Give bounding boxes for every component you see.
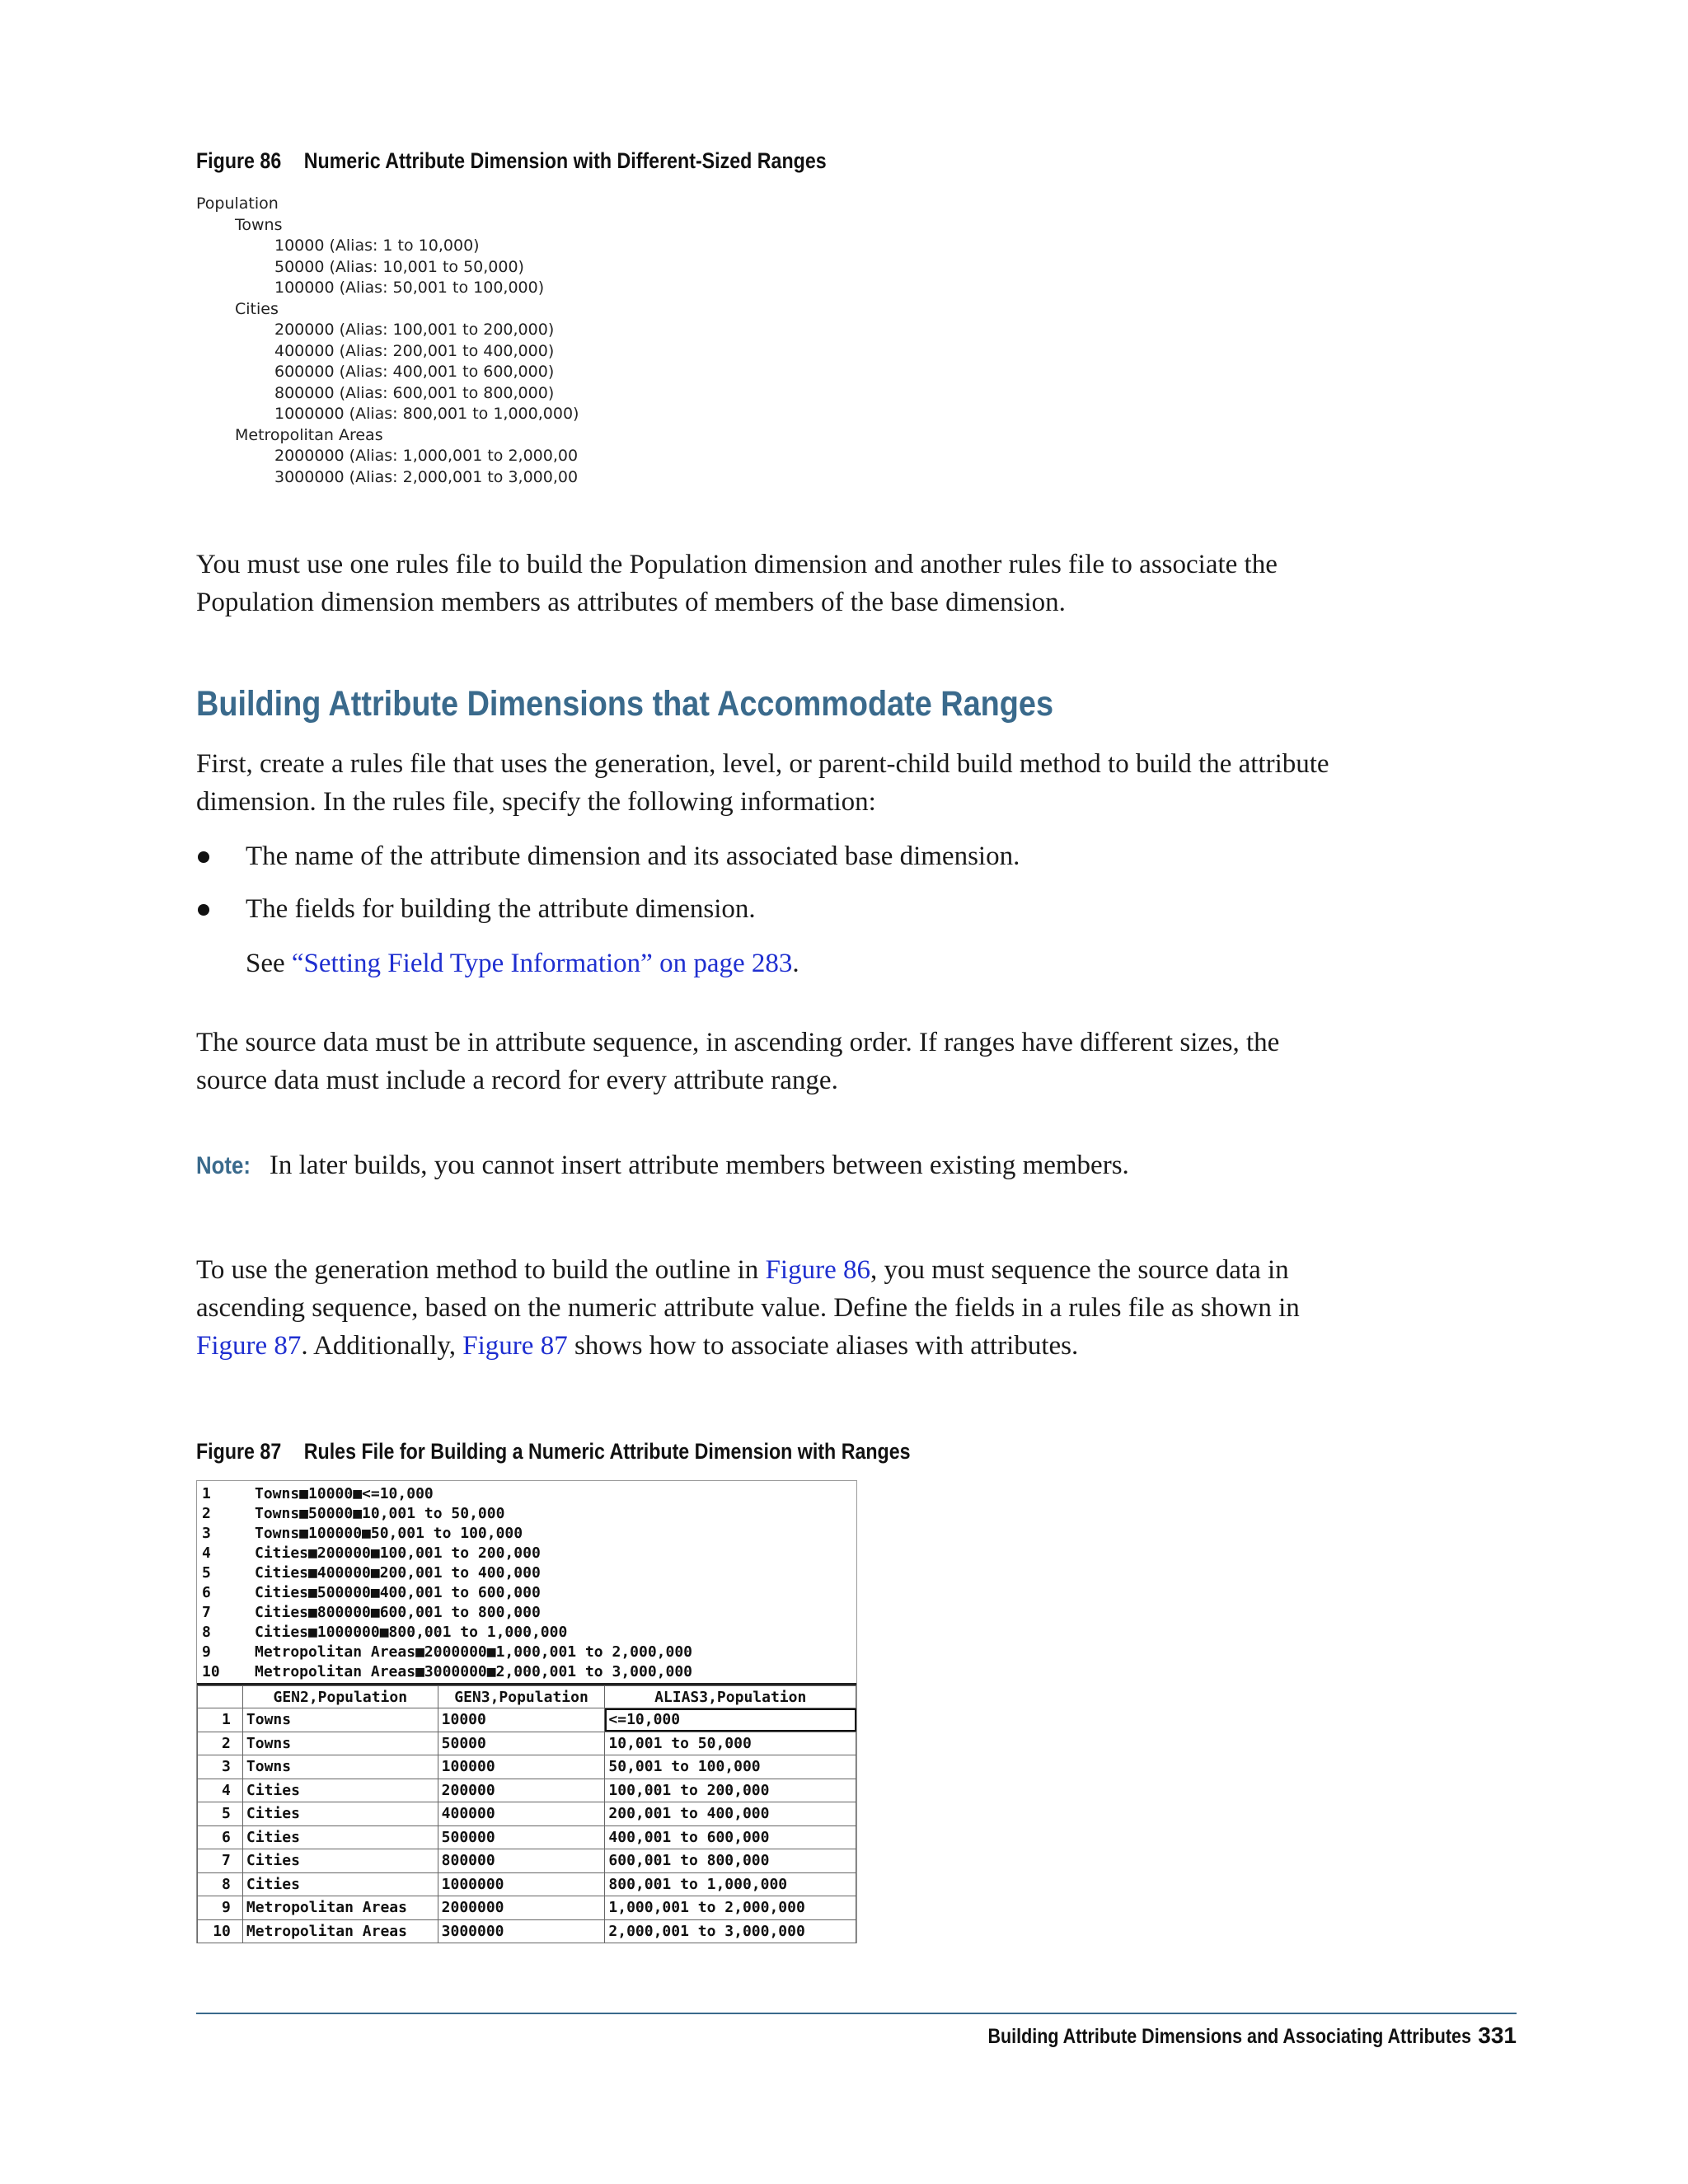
- table-header-row: [198, 1686, 856, 1708]
- line-number: 8: [202, 1624, 211, 1641]
- outline-parent-member: Cities: [235, 299, 279, 318]
- table-cell[interactable]: Cities: [242, 1779, 438, 1802]
- row-number-cell[interactable]: 5: [198, 1802, 243, 1826]
- table-row: [198, 1896, 856, 1920]
- table-cell[interactable]: 400,001 to 600,000: [605, 1825, 856, 1849]
- row-number-cell[interactable]: 8: [198, 1872, 243, 1896]
- outline-dimension: Population: [196, 194, 279, 213]
- page-footer: [909, 2022, 1517, 2049]
- table-cell[interactable]: 200000: [438, 1779, 605, 1802]
- table-row: [198, 1872, 856, 1896]
- table-cell[interactable]: Metropolitan Areas: [242, 1919, 438, 1943]
- table-cell[interactable]: 800000: [438, 1849, 605, 1873]
- table-row: [198, 1802, 856, 1826]
- outline-member: 50000 (Alias: 10,001 to 50,000): [274, 257, 524, 276]
- raw-data-lines: [202, 1484, 692, 1682]
- row-number-cell[interactable]: 3: [198, 1755, 243, 1779]
- table-cell[interactable]: 3000000: [438, 1919, 605, 1943]
- table-cell[interactable]: Cities: [242, 1872, 438, 1896]
- raw-data-line: [202, 1662, 692, 1682]
- table-cell[interactable]: 50000: [438, 1732, 605, 1755]
- figure-86-link[interactable]: Figure 86: [765, 1255, 870, 1285]
- note-text: In later builds, you cannot insert attribute members between existing members.: [269, 1151, 1129, 1180]
- raw-data-line: [202, 1623, 692, 1643]
- rules-file-screenshot: [196, 1480, 857, 1943]
- table-row: [198, 1779, 856, 1802]
- table-cell[interactable]: <=10,000: [605, 1708, 856, 1732]
- row-number-cell[interactable]: 10: [198, 1919, 243, 1943]
- table-cell[interactable]: Cities: [242, 1849, 438, 1873]
- see-suffix: .: [792, 949, 799, 978]
- table-cell[interactable]: Towns: [242, 1708, 438, 1732]
- line-text: Cities■400000■200,001 to 400,000: [255, 1564, 541, 1582]
- figure-86-caption: [196, 148, 827, 174]
- table-row: [198, 1919, 856, 1943]
- line-number: 5: [202, 1564, 211, 1582]
- bullet-dot-icon: [198, 851, 209, 863]
- outline-member: 200000 (Alias: 100,001 to 200,000): [274, 321, 555, 339]
- table-row: [198, 1849, 856, 1873]
- table-cell[interactable]: 400000: [438, 1802, 605, 1826]
- outline-member: 800000 (Alias: 600,001 to 800,000): [274, 383, 555, 402]
- note-label: Note:: [196, 1152, 251, 1179]
- setting-field-type-link[interactable]: “Setting Field Type Information” on page 283: [291, 949, 793, 978]
- line-number: 2: [202, 1505, 211, 1522]
- line-text: Cities■800000■600,001 to 800,000: [255, 1604, 541, 1621]
- row-number-cell[interactable]: 9: [198, 1896, 243, 1920]
- bullet-item: [196, 890, 1350, 943]
- line-text: Towns■10000■<=10,000: [255, 1485, 434, 1502]
- para4-text: To use the generation method to build the outline in: [196, 1255, 766, 1285]
- table-cell[interactable]: 100000: [438, 1755, 605, 1779]
- column-header[interactable]: [198, 1686, 243, 1708]
- raw-data-line: [202, 1504, 692, 1524]
- raw-data-line: [202, 1544, 692, 1563]
- line-text: Towns■100000■50,001 to 100,000: [255, 1525, 523, 1542]
- column-header[interactable]: ALIAS3,Population: [605, 1686, 856, 1708]
- footer-title: Building Attribute Dimensions and Associating Attributes: [987, 2025, 1472, 2048]
- page-number: 331: [1478, 2022, 1517, 2048]
- table-cell[interactable]: 10000: [438, 1708, 605, 1732]
- line-number: 6: [202, 1584, 211, 1601]
- bullet-text: The fields for building the attribute dimension.: [246, 894, 756, 924]
- outline-member: 3000000 (Alias: 2,000,001 to 3,000,00: [274, 467, 579, 486]
- line-text: Cities■200000■100,001 to 200,000: [255, 1544, 541, 1562]
- outline-member: 400000 (Alias: 200,001 to 400,000): [274, 341, 555, 360]
- raw-data-line: [202, 1524, 692, 1544]
- para4-text: . Additionally,: [301, 1331, 463, 1361]
- bullet-text: The name of the attribute dimension and its associated base dimension.: [246, 841, 1020, 871]
- note: [196, 1146, 1432, 1185]
- row-number-cell[interactable]: 7: [198, 1849, 243, 1873]
- outline-member: 600000 (Alias: 400,001 to 600,000): [274, 363, 555, 381]
- see-reference: [196, 944, 1350, 982]
- table-row: [198, 1755, 856, 1779]
- figure-87-title: Rules File for Building a Numeric Attribute Dimension with Ranges: [303, 1439, 911, 1464]
- row-number-cell[interactable]: 1: [198, 1708, 243, 1732]
- figure-87-caption: [196, 1439, 911, 1465]
- line-text: Towns■50000■10,001 to 50,000: [255, 1505, 505, 1522]
- table-cell[interactable]: Towns: [242, 1732, 438, 1755]
- bullet-list: [196, 837, 1350, 982]
- table-cell[interactable]: 10,001 to 50,000: [605, 1732, 856, 1755]
- table-cell[interactable]: 200,001 to 400,000: [605, 1802, 856, 1826]
- raw-data-line: [202, 1563, 692, 1583]
- figure-86-title: Numeric Attribute Dimension with Different-Sized Ranges: [303, 148, 827, 173]
- outline-parent-member: Metropolitan Areas: [235, 425, 383, 444]
- table-row: [198, 1732, 856, 1755]
- outline-parent-member: Towns: [235, 215, 283, 234]
- raw-data-line: [202, 1484, 692, 1504]
- figure-87-link[interactable]: Figure 87: [196, 1331, 302, 1361]
- outline-member: 1000000 (Alias: 800,001 to 1,000,000): [274, 405, 579, 423]
- line-number: 1: [202, 1485, 211, 1502]
- line-text: Metropolitan Areas■3000000■2,000,001 to 3,000,000: [255, 1663, 693, 1680]
- table-cell[interactable]: 1,000,001 to 2,000,000: [605, 1896, 856, 1920]
- figure-87-link[interactable]: Figure 87: [462, 1331, 568, 1361]
- column-header[interactable]: GEN3,Population: [438, 1686, 605, 1708]
- field-table: [197, 1685, 856, 1943]
- table-cell[interactable]: 100,001 to 200,000: [605, 1779, 856, 1802]
- line-number: 9: [202, 1643, 211, 1661]
- row-number-cell[interactable]: 6: [198, 1825, 243, 1849]
- table-cell[interactable]: 800,001 to 1,000,000: [605, 1872, 856, 1896]
- table-cell[interactable]: 500000: [438, 1825, 605, 1849]
- bullet-item: [196, 837, 1350, 890]
- outline-member: 10000 (Alias: 1 to 10,000): [274, 237, 480, 255]
- table-cell[interactable]: 1000000: [438, 1872, 605, 1896]
- line-number: 10: [202, 1663, 220, 1680]
- table-cell[interactable]: Metropolitan Areas: [242, 1896, 438, 1920]
- para4-text: shows how to associate aliases with attributes.: [567, 1331, 1079, 1361]
- table-cell[interactable]: Cities: [242, 1802, 438, 1826]
- table-cell[interactable]: Cities: [242, 1825, 438, 1849]
- line-number: 3: [202, 1525, 211, 1542]
- footer-rule: [196, 2013, 1517, 2014]
- table-cell[interactable]: 2,000,001 to 3,000,000: [605, 1919, 856, 1943]
- bullet-dot-icon: [198, 904, 209, 916]
- outline-member: 2000000 (Alias: 1,000,001 to 2,000,00: [274, 447, 579, 465]
- line-number: 7: [202, 1604, 211, 1621]
- paragraph-source-data: The source data must be in attribute sequence, in ascending order. If ranges have different sizes, the source data must include a record for every attribute range.: [196, 1028, 1280, 1095]
- paragraph-generation-method: [196, 1251, 1350, 1365]
- table-cell[interactable]: Towns: [242, 1755, 438, 1779]
- row-number-cell[interactable]: 2: [198, 1732, 243, 1755]
- raw-data-line: [202, 1643, 692, 1662]
- raw-data-line: [202, 1583, 692, 1603]
- row-number-cell[interactable]: 4: [198, 1779, 243, 1802]
- section-heading: Building Attribute Dimensions that Accommodate Ranges: [196, 684, 1053, 724]
- line-text: Cities■1000000■800,001 to 1,000,000: [255, 1624, 568, 1641]
- population-outline: [196, 194, 579, 488]
- paragraph-create-rules-file: First, create a rules file that uses the generation, level, or parent-child build method to build the attribute dimension. In the rules file, specify the following information:: [196, 749, 1329, 817]
- line-text: Cities■500000■400,001 to 600,000: [255, 1584, 541, 1601]
- table-cell[interactable]: 50,001 to 100,000: [605, 1755, 856, 1779]
- paragraph-rules-files: You must use one rules file to build the Population dimension and another rules file to associate the Population dimension members as attributes of members of the base dimension.: [196, 550, 1278, 617]
- column-header[interactable]: GEN2,Population: [242, 1686, 438, 1708]
- line-text: Metropolitan Areas■2000000■1,000,001 to 2,000,000: [255, 1643, 693, 1661]
- table-row: [198, 1825, 856, 1849]
- line-number: 4: [202, 1544, 211, 1562]
- figure-87-number: Figure 87: [196, 1439, 282, 1464]
- table-row: [198, 1708, 856, 1732]
- figure-86-number: Figure 86: [196, 148, 282, 173]
- table-cell[interactable]: 600,001 to 800,000: [605, 1849, 856, 1873]
- para4-text: , you must sequence the source data in ascending sequence, based on the numeric attribute value. Define the fields in a rules file as shown in: [196, 1255, 1300, 1323]
- see-prefix: See: [246, 949, 292, 978]
- table-cell[interactable]: 2000000: [438, 1896, 605, 1920]
- outline-member: 100000 (Alias: 50,001 to 100,000): [274, 279, 545, 297]
- raw-data-line: [202, 1603, 692, 1623]
